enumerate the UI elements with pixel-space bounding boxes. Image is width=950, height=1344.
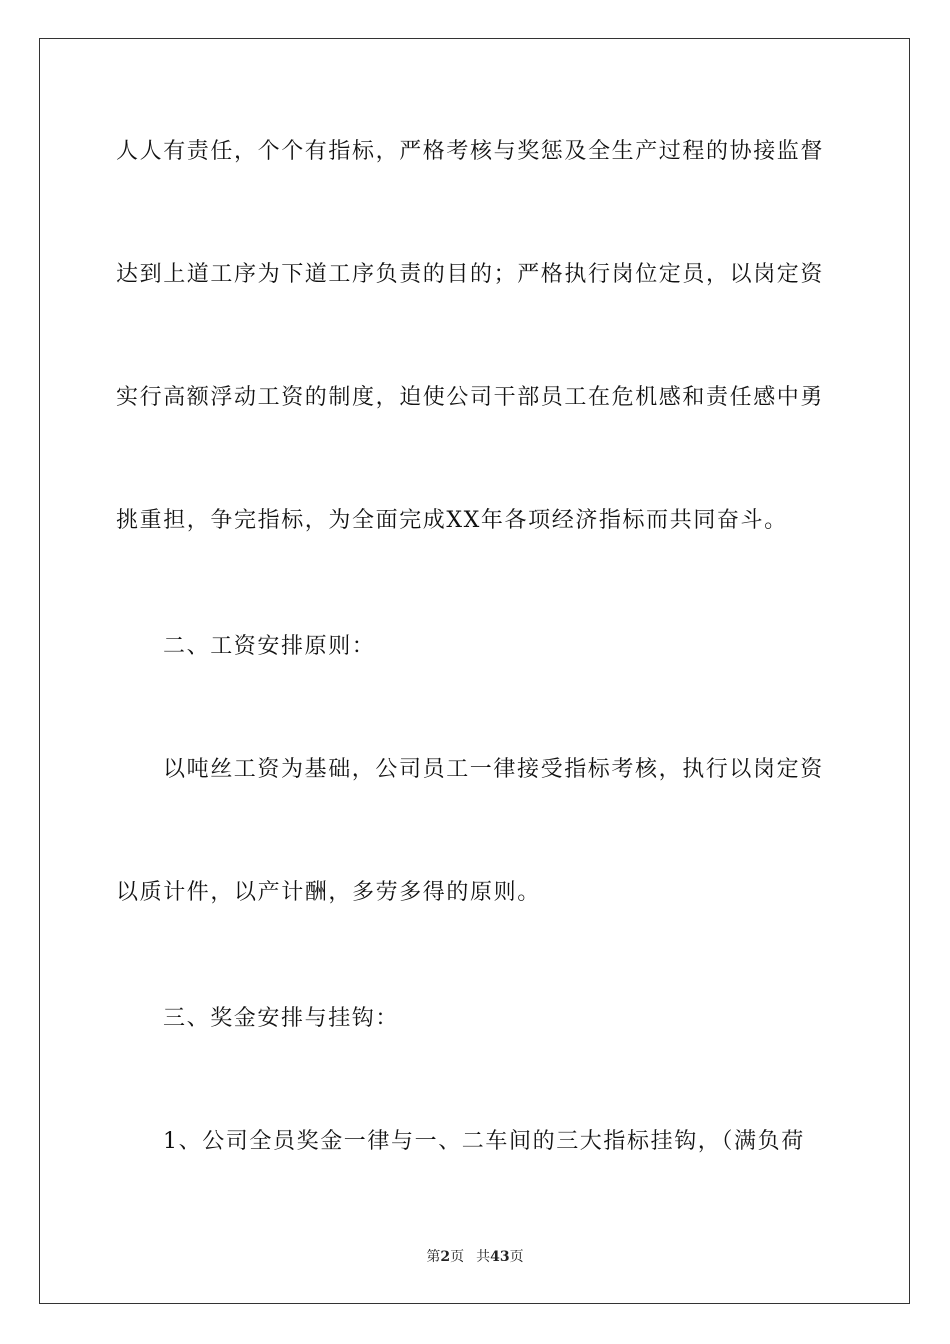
- text-line-3: 实行高额浮动工资的制度，迫使公司干部员工在危机感和责任感中勇: [116, 385, 825, 410]
- total-prefix: 共: [476, 1249, 491, 1265]
- section-heading-3: 三、奖金安排与挂钩：: [163, 1006, 400, 1031]
- text-line-5: 以吨丝工资为基础，公司员工一律接受指标考核，执行以岗定资: [163, 757, 824, 782]
- section-heading-2: 二、工资安排原则：: [163, 634, 376, 659]
- total-suffix: 页: [509, 1249, 524, 1265]
- page-footer: [0, 1247, 950, 1267]
- text-line-1: 人人有责任，个个有指标，严格考核与奖惩及全生产过程的协接监督: [116, 139, 825, 164]
- text-line-2: 达到上道工序为下道工序负责的目的；严格执行岗位定员，以岗定资: [116, 262, 825, 287]
- page-border: [39, 38, 910, 1304]
- page-number: 2: [440, 1249, 451, 1265]
- text-line-4: 挑重担，争完指标，为全面完成XX年各项经济指标而共同奋斗。: [116, 508, 788, 533]
- text-line-6: 以质计件，以产计酬，多劳多得的原则。: [116, 880, 541, 905]
- text-line-7: 1、公司全员奖金一律与一、二车间的三大指标挂钩，（满负荷: [163, 1129, 805, 1154]
- page-suffix: 页: [450, 1249, 465, 1265]
- page-prefix: 第: [426, 1249, 441, 1265]
- total-pages: 43: [490, 1249, 510, 1265]
